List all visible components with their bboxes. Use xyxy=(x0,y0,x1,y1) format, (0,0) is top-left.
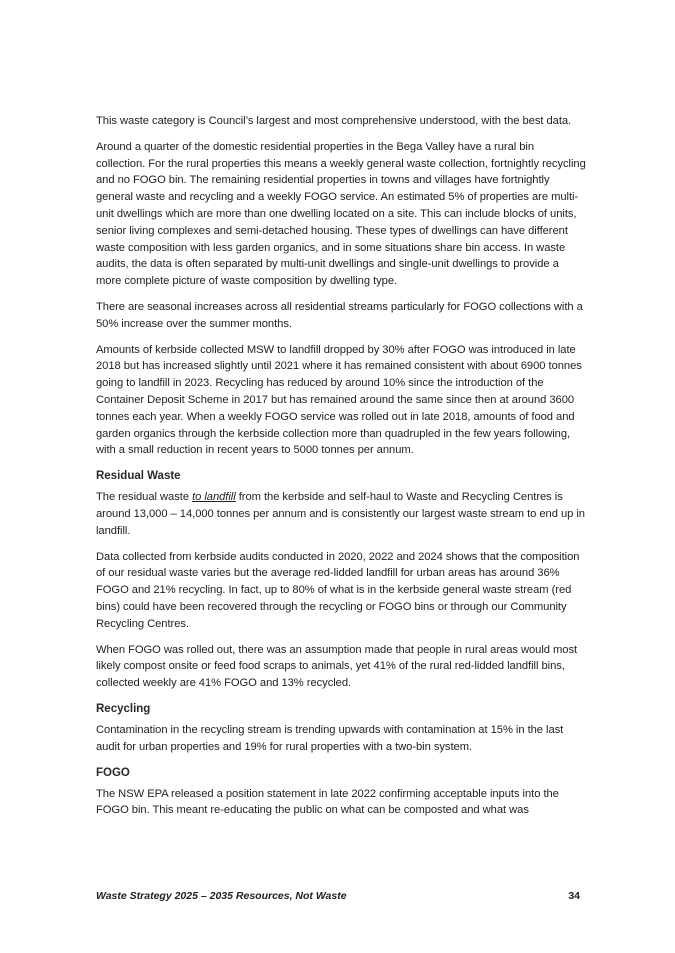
page-content xyxy=(96,113,586,828)
fogo-paragraph-1: The NSW EPA released a position statement in late 2022 confirming acceptable inputs into the FOGO bin. This meant re-educating the public on what can be composted and what was xyxy=(96,787,559,817)
recycling-paragraph-1: Contamination in the recycling stream is trending upwards with contamination at 15% in the last audit for urban properties and 19% for rural properties with a two-bin system. xyxy=(96,723,564,753)
fogo-heading: FOGO xyxy=(96,766,130,779)
intro-paragraph-4: Amounts of kerbside collected MSW to landfill dropped by 30% after FOGO was introduced in late 2018 but has increased slightly until 2021 where it has remained consistent with about 6900 tonnes going to landfill in 2023. Recycling has reduced by around 10% since the introduction of the Container Deposit Scheme in 2017 but has remained around the same since then at around 3600 tonnes each year. When a weekly FOGO service was rolled out in late 2018, amounts of food and garden organics through the kerbside collection more than quadrupled in the few years following, with a small reduction in recent years to 5000 tonnes per annum. xyxy=(96,343,582,457)
residual-paragraph-2: Data collected from kerbside audits conducted in 2020, 2022 and 2024 shows that the composition of our residual waste varies but the average red-lidded landfill for urban areas has around 36% FOGO and 21% recycling. In fact, up to 80% of what is in the kerbside general waste stream (red bins) could have been recovered through the recycling or FOGO bins or through our Community Recycling Centres. xyxy=(96,550,580,630)
residual-waste-heading: Residual Waste xyxy=(96,470,181,483)
intro-paragraph-1: This waste category is Council’s largest and most comprehensive understood, with the best data. xyxy=(96,115,572,127)
to-landfill-emphasis: to landfill xyxy=(192,491,236,504)
intro-paragraph-2: Around a quarter of the domestic residential properties in the Bega Valley have a rural bin collection. For the rural properties this means a weekly general waste collection, fortnightly recycling and no FOGO bin. The remaining residential properties in towns and villages have fortnightly general waste and recycling and a weekly FOGO service. An estimated 5% of properties are multi-unit dwellings which are more than one dwelling located on a site. This can include blocks of units, senior living complexes and semi-detached housing. These types of dwellings can have different waste composition with less garden organics, and in some situations share bin access. In waste audits, the data is often separated by multi-unit dwellings and single-unit dwellings to provide a more complete picture of waste composition by dwelling type. xyxy=(96,140,586,288)
residual-p1-before: The residual waste xyxy=(96,491,193,504)
residual-paragraph-1 xyxy=(96,489,586,539)
footer-title: Waste Strategy 2025 – 2035 Resources, Not Waste xyxy=(96,890,347,902)
page-number: 34 xyxy=(568,890,580,902)
page-footer xyxy=(96,888,580,904)
residual-paragraph-3: When FOGO was rolled out, there was an assumption made that people in rural areas would most likely compost onsite or feed food scraps to animals, yet 41% of the rural red-lidded landfill bins, collected weekly are 41% FOGO and 13% recycled. xyxy=(96,643,578,690)
intro-paragraph-3: There are seasonal increases across all residential streams particularly for FOGO collections with a 50% increase over the summer months. xyxy=(96,300,583,330)
residual-p1-after: from the kerbside and self-haul to Waste and Recycling Centres is around 13,000 – 14,000 tonnes per annum and is consistently our largest waste stream to end up in landfill. xyxy=(96,491,585,537)
recycling-heading: Recycling xyxy=(96,702,151,715)
